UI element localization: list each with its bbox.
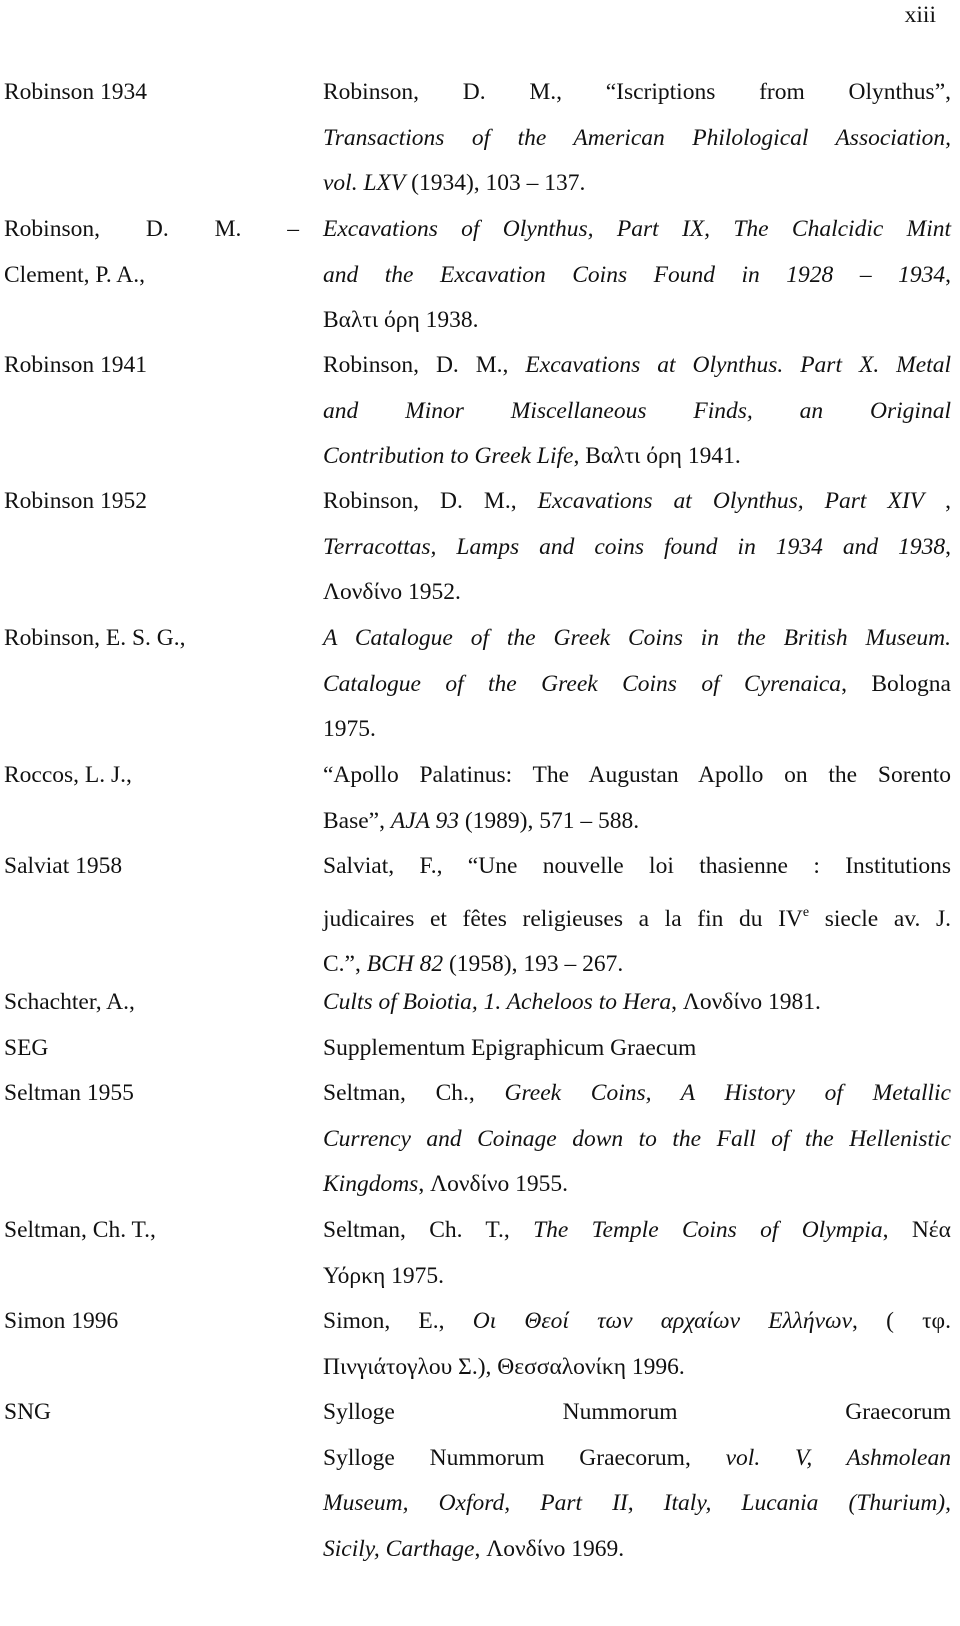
italic-title-text: Terracottas, Lamps and coins found in 1934 and 1938 — [323, 533, 946, 560]
entry-abbreviation — [4, 1026, 299, 1072]
entry-citation — [323, 207, 951, 344]
italic-title-text: Excavations at Olynthus, Part XIV — [537, 488, 925, 514]
abbreviation-line: Schachter, A., — [4, 989, 135, 1015]
citation-text: , ( τφ. — [852, 1308, 951, 1334]
citation-line — [323, 799, 951, 845]
entry-abbreviation — [4, 616, 299, 662]
entry-citation — [323, 1026, 951, 1072]
citation-line — [323, 753, 951, 799]
italic-title-text: vol. LXV — [323, 170, 406, 196]
entry-citation — [323, 1208, 951, 1299]
abbreviation-line: Simon 1996 — [4, 1308, 119, 1334]
citation-line — [323, 525, 951, 571]
entry-abbreviation — [4, 1208, 299, 1254]
entry-citation — [323, 1299, 951, 1390]
italic-title-text: The Temple Coins of Olympia — [533, 1217, 883, 1243]
citation-line — [323, 980, 951, 1026]
citation-text: Sylloge Nummorum Graecorum, — [323, 1444, 726, 1471]
abbreviation-line: Robinson, E. S. G., — [4, 625, 186, 651]
abbreviation-line: Robinson 1952 — [4, 488, 147, 514]
italic-title-text: AJA 93 — [390, 807, 459, 834]
citation-line — [323, 662, 951, 708]
entry-abbreviation — [4, 207, 299, 298]
citation-text: Supplementum Epigraphicum Graecum — [323, 1035, 697, 1061]
abbreviation-line: Robinson 1941 — [4, 352, 147, 378]
entry-abbreviation — [4, 479, 299, 525]
citation-text: , Λονδίνο 1969. — [474, 1535, 625, 1562]
entry-abbreviation — [4, 1390, 299, 1436]
citation-line — [323, 1254, 951, 1300]
citation-text: Sylloge Nummorum Graecorum — [323, 1399, 951, 1425]
citation-text: “Apollo Palatinus: The Augustan Apollo on the Sorento — [323, 762, 951, 788]
abbreviation-line: SEG — [4, 1035, 49, 1061]
citation-line — [323, 1299, 951, 1345]
citation-line — [323, 616, 951, 662]
abbreviation-line: SNG — [4, 1399, 52, 1425]
entry-abbreviation — [4, 980, 299, 1026]
citation-text: Seltman, Ch. T., — [323, 1217, 534, 1243]
citation-text: (1989), 571 – 588. — [458, 807, 640, 834]
citation-line — [323, 253, 951, 299]
citation-line — [323, 844, 951, 890]
superscript-text: e — [802, 904, 810, 920]
citation-line — [323, 1026, 951, 1072]
citation-line — [323, 207, 951, 253]
abbreviation-line: Robinson, D. M. – — [4, 216, 299, 242]
italic-title-text: vol. V, Ashmolean — [725, 1444, 951, 1471]
italic-title-text: Currency and Coinage down to the Fall of the Hellenistic — [323, 1125, 951, 1152]
italic-title-text: Greek Coins, A History of Metallic — [504, 1080, 951, 1106]
citation-line — [323, 389, 951, 435]
citation-text: , Νέα — [882, 1217, 951, 1243]
citation-text: Base”, — [323, 807, 391, 834]
italic-title-text: Excavations of Olynthus, Part IX, The Chalcidic Mint — [323, 216, 951, 242]
entry-citation — [323, 1390, 951, 1572]
abbreviation-line: Salviat 1958 — [4, 853, 123, 879]
italic-title-text: Οι Θεοί των αρχαίων Ελλήνων — [472, 1308, 853, 1334]
citation-line — [323, 1208, 951, 1254]
citation-line — [323, 1390, 951, 1436]
entry-abbreviation — [4, 1299, 299, 1345]
abbreviation-line: Roccos, L. J., — [4, 762, 132, 788]
entry-abbreviation — [4, 70, 299, 116]
citation-text: (1958), 193 – 267. — [443, 951, 624, 977]
italic-title-text: Museum, Oxford, Part II, Italy, Lucania (Thurium), — [323, 1490, 951, 1516]
citation-text: Βαλτι όρη 1938. — [323, 307, 479, 333]
citation-text: Πινγιάτογλου Σ.), Θεσσαλονίκη 1996. — [323, 1353, 685, 1380]
citation-text: C.”, — [323, 951, 367, 977]
entry-citation — [323, 1071, 951, 1208]
citation-text: , Λονδίνο 1955. — [418, 1171, 569, 1197]
citation-text: judicaires et fêtes religieuses a la fin du IV — [323, 905, 803, 932]
italic-title-text: Cults of Boiotia, 1. Acheloos to Hera — [323, 989, 672, 1015]
italic-title-text: BCH 82 — [366, 951, 444, 977]
italic-title-text: Contribution to Greek Life — [323, 443, 574, 469]
abbreviation-line: Seltman 1955 — [4, 1080, 134, 1106]
entry-citation — [323, 479, 951, 616]
citation-text: Simon, E., — [323, 1308, 473, 1334]
page-number: xiii — [904, 2, 936, 28]
citation-line — [323, 479, 951, 525]
abbreviation-line: Robinson 1934 — [4, 79, 147, 105]
citation-text: siecle av. J. — [809, 905, 951, 932]
citation-line — [323, 1527, 951, 1573]
citation-line — [323, 1481, 951, 1527]
entry-abbreviation — [4, 1071, 299, 1117]
italic-title-text: and the Excavation Coins Found in 1928 – 1934 — [323, 261, 946, 288]
citation-text: , — [945, 533, 951, 560]
entry-abbreviation — [4, 343, 299, 389]
entry-citation — [323, 844, 951, 988]
citation-line — [323, 570, 951, 616]
citation-line — [323, 1071, 951, 1117]
citation-text: Robinson, D. M., “Iscriptions from Olynthus”, — [323, 79, 951, 105]
entry-citation — [323, 753, 951, 844]
citation-line — [323, 1345, 951, 1391]
citation-text: 1975. — [323, 716, 376, 742]
italic-title-text: Kingdoms — [323, 1171, 419, 1197]
citation-line — [323, 1436, 951, 1482]
entry-citation — [323, 980, 951, 1026]
entry-abbreviation — [4, 753, 299, 799]
citation-text: (1934), 103 – 137. — [405, 170, 586, 196]
abbreviation-line: Clement, P. A., — [4, 261, 146, 288]
italic-title-text: Sicily, Carthage — [323, 1535, 475, 1562]
citation-text: Λονδίνο 1952. — [323, 579, 461, 605]
citation-text: , Λονδίνο 1981. — [671, 989, 821, 1015]
citation-line — [323, 434, 951, 480]
italic-title-text: Excavations at Olynthus. Part X. Metal — [525, 352, 951, 378]
citation-text: , — [945, 261, 951, 288]
citation-text: Salviat, F., “Une nouvelle loi thasienne : Institutions — [323, 853, 951, 879]
citation-line — [323, 1162, 951, 1208]
italic-title-text: Catalogue of the Greek Coins of Cyrenaica — [323, 670, 842, 697]
citation-text: Robinson, D. M., — [323, 352, 526, 378]
citation-text: Seltman, Ch., — [323, 1080, 505, 1106]
italic-title-text: Transactions of the American Philological Association, — [323, 124, 951, 151]
citation-text: Robinson, D. M., — [323, 488, 538, 514]
citation-line — [323, 343, 951, 389]
italic-title-text: A Catalogue of the Greek Coins in the British Museum. — [323, 625, 951, 651]
citation-text: , Bologna — [841, 670, 951, 697]
italic-title-text: and Minor Miscellaneous Finds, an Original — [323, 397, 951, 424]
citation-text: Υόρκη 1975. — [323, 1262, 444, 1289]
citation-text: , — [924, 488, 951, 514]
citation-line — [323, 890, 951, 943]
citation-line — [323, 161, 951, 207]
citation-line — [323, 1117, 951, 1163]
entry-abbreviation — [4, 844, 299, 890]
citation-text: , Βαλτι όρη 1941. — [573, 443, 741, 469]
abbreviation-line: Seltman, Ch. T., — [4, 1217, 156, 1243]
entry-citation — [323, 616, 951, 753]
citation-line — [323, 116, 951, 162]
entry-citation — [323, 343, 951, 480]
citation-line — [323, 707, 951, 753]
entry-citation — [323, 70, 951, 207]
citation-line — [323, 70, 951, 116]
citation-line — [323, 298, 951, 344]
